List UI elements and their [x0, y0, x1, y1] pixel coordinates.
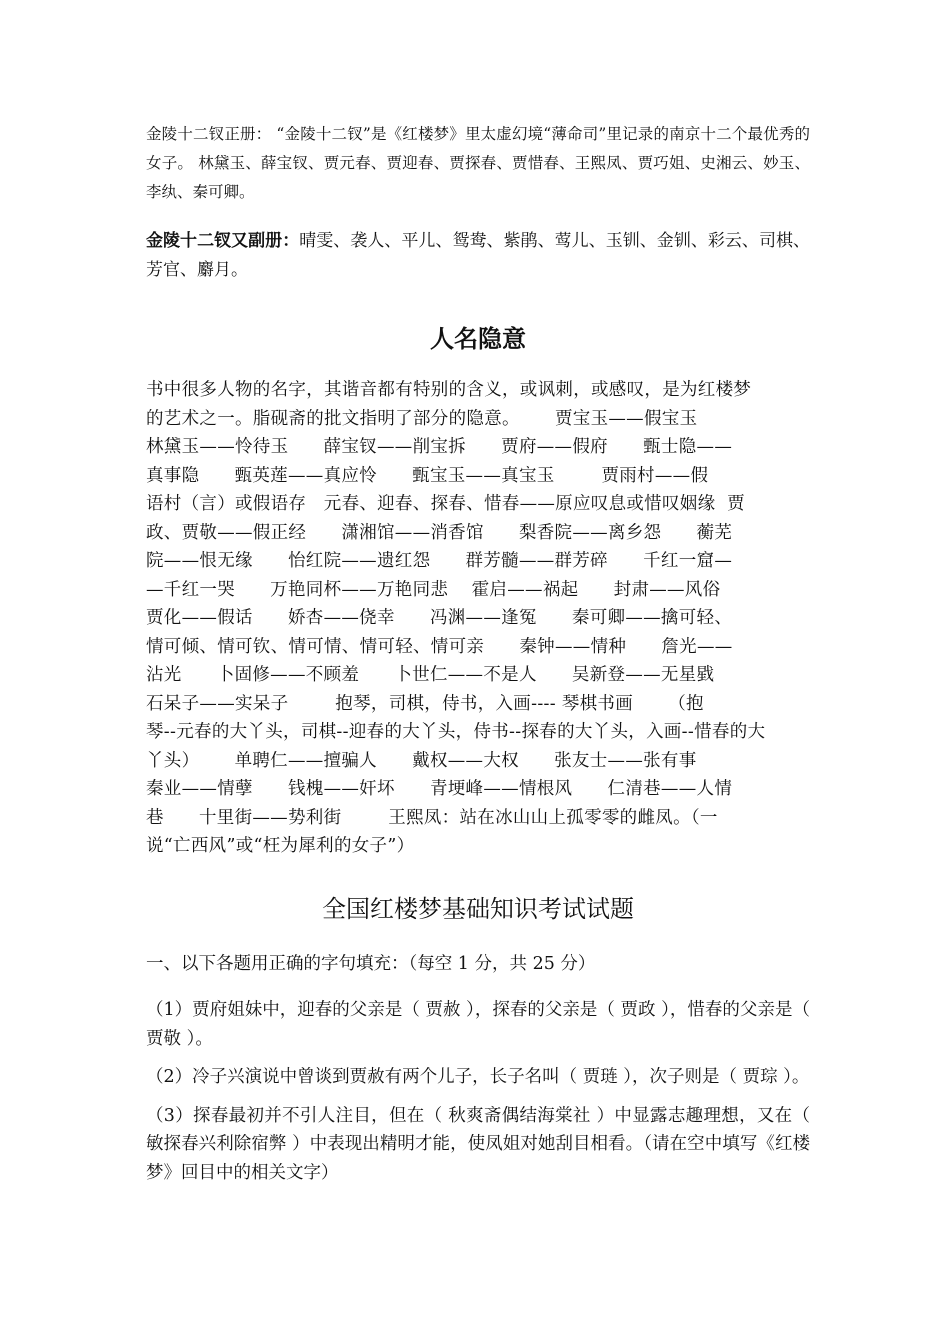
- question-3: （3）探春最初并不引人注目，但在（ 秋爽斋偶结海棠社 ）中显露志趣理想，又在（ 敏探春兴利除宿弊 ）中表现出精明才能，使凤姐对她刮目相看。（请在空中填写《红楼梦》回目中的相关文字）: [146, 1105, 810, 1183]
- question-1: （1）贾府姐妹中，迎春的父亲是（ 贾赦 ），探春的父亲是（ 贾政 ），惜春的父亲是（ 贾敬 ）。: [146, 1000, 810, 1049]
- secondary-register-names: 晴雯、袭人、平儿、鸳鸯、紫鹃、莺儿、玉钏、金钏、彩云、司棋、芳官、麝月。: [146, 231, 811, 280]
- body-line: 情可倾、情可钦、情可情、情可轻、情可亲 秦钟——情种 詹光——: [146, 636, 733, 657]
- jinling-main-register-paragraph: 金陵十二钗正册： “金陵十二钗”是《红楼梦》里太虚幻境“薄命司”里记录的南京十二个最优秀的女子。 林黛玉、薛宝钗、贾元春、贾迎春、贾探春、贾惜春、王熙凤、贾巧姐、史湘云、妙玉、李纨、秦可卿。: [146, 125, 810, 201]
- body-line: 院——恨无缘 怡红院——遗红怨 群芳髓——群芳碎 千红一窟—: [146, 551, 733, 571]
- body-line: 说“亡西风”或“枉为犀利的女子”）: [146, 836, 415, 856]
- body-line: 真事隐 甄英莲——真应怜 甄宝玉——真宝玉 贾雨村——假: [146, 465, 709, 486]
- body-line: 政、贾敬——假正经 潇湘馆——消香馆 梨香院——离乡怨 蘅芜: [146, 522, 733, 543]
- body-line: 沾光 卜固修——不顾羞 卜世仁——不是人 吴新登——无星戥: [146, 665, 715, 685]
- body-line: 书中很多人物的名字，其谐音都有特别的含义，或讽刺，或感叹，是为红楼梦: [146, 380, 752, 400]
- body-line: 巷 十里街——势利街 王熙凤：站在冰山山上孤零零的雌凤。（一: [146, 807, 718, 828]
- body-line: 贾化——假话 娇杏——侥幸 冯渊——逢冤 秦可卿——擒可轻、: [146, 608, 733, 628]
- name-meanings-body: [146, 376, 810, 861]
- body-line: 石呆子——实呆子 抱琴，司棋，侍书，入画---- 琴棋书画 （抱: [146, 693, 704, 714]
- body-line: 秦业——情孽 钱槐——奸坏 青埂峰——情根风 仁清巷——人情: [146, 779, 733, 799]
- heading-name-meanings: 人名隐意: [430, 324, 526, 353]
- body-line: 丫头） 单聘仁——擅骗人 戴权——大权 张友士——张有事: [146, 750, 697, 771]
- secondary-register-lead: 金陵十二钗又副册：: [146, 231, 300, 251]
- document-page: [146, 120, 810, 1187]
- heading-exam-title: 全国红楼梦基础知识考试试题: [322, 894, 634, 923]
- body-line: 语村（言）或假语存 元春、迎春、探春、惜春——原应叹息或惜叹姻缘 贾: [146, 494, 745, 514]
- body-line: 林黛玉——怜待玉 薛宝钗——削宝拆 贾府——假府 甄士隐——: [146, 437, 733, 457]
- body-line: 的艺术之一。脂砚斋的批文指明了部分的隐意。 贾宝玉——假宝玉: [146, 408, 698, 429]
- body-line: —千红一哭 万艳同杯——万艳同悲 霍启——祸起 封肃——风俗: [146, 579, 721, 600]
- jinling-secondary-register-paragraph: [146, 227, 810, 285]
- section-one-instructions: 一、以下各题用正确的字句填充：（每空 1 分，共 25 分）: [146, 953, 596, 974]
- body-line: 琴--元春的大丫头，司棋--迎春的大丫头，侍书--探春的大丫头，入画--惜春的大: [146, 722, 766, 742]
- question-2: （2）冷子兴演说中曾谈到贾赦有两个儿子，长子名叫（ 贾琏 ），次子则是（ 贾琮 ）。: [146, 1067, 810, 1087]
